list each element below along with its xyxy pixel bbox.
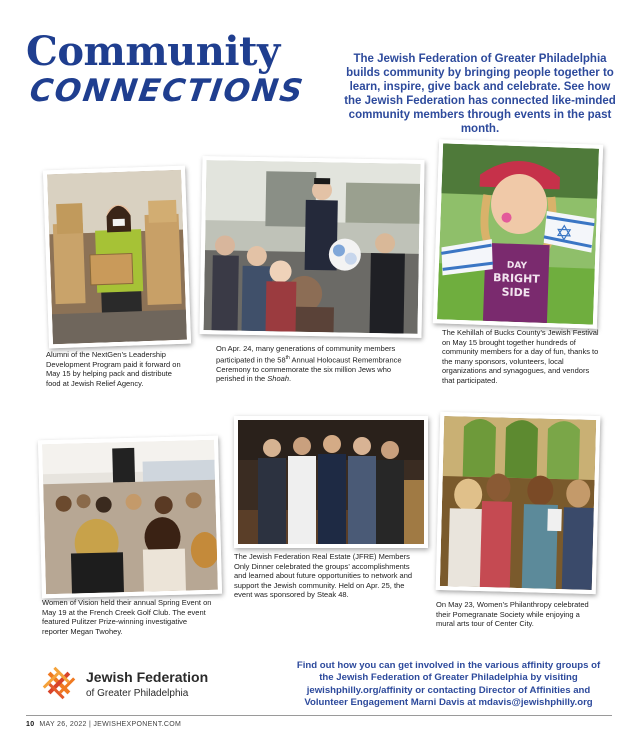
caption-food-packing: Alumni of the NextGen’s Leadership Development Program paid it forward on May 15 by helping pack and distribute food at Jewish Relief Agency. [46, 350, 181, 388]
photo-jfre-dinner [234, 416, 428, 548]
org-subtitle: of Greater Philadelphia [86, 688, 189, 699]
photo-women-of-vision [38, 436, 222, 599]
caption-women-of-vision: Women of Vision held their annual Spring Event on May 19 at the French Creek Golf Club. The event featured Pulitzer Prize-winning investigative reporter Megan Twohey. [42, 598, 212, 636]
org-name: Jewish Federation [86, 669, 209, 685]
caption-jfre-dinner: The Jewish Federation Real Estate (JFRE) Members Only Dinner celebrated the groups’ accomplishments and learned about future opportunities to network and support the Jewish community. Held on Apr. 25, the event was sponsored by Steak 48. [234, 552, 413, 600]
page-folio [26, 721, 181, 728]
shirt-text-3: SIDE [501, 285, 531, 300]
page-number: 10 [26, 721, 35, 728]
shirt-text-2: BRIGHT [492, 271, 541, 286]
photo-holocaust-ceremony [199, 156, 424, 338]
page-title: Community [26, 28, 280, 75]
photo-festival-girl [433, 139, 603, 329]
shirt-text-1: DAY [506, 260, 528, 272]
caption-womens-philanthropy: On May 23, Women’s Philanthropy celebrated their Pomegranate Society while enjoying a mural arts tour of Center City. [436, 600, 589, 629]
photo-womens-philanthropy [436, 412, 601, 594]
call-to-action: Find out how you can get involved in the various affinity groups of the Jewish Federation of Greater Philadelphia by visiting jewishphilly.org/affinity or contacting Director of Affinities and Volunteer Engagement Marni Davis at mdavis@jewishphilly.org [296, 660, 601, 709]
caption-festival: The Kehillah of Bucks County’s Jewish Festival on May 15 brought together hundreds of community members for a day of fun, thanks to the many sponsors, volunteers, local organizations and synagogues, and vendors that participated. [442, 328, 599, 385]
folio-text: MAY 26, 2022 | JEWISHEXPONENT.COM [39, 721, 182, 728]
photo-food-packing [43, 166, 191, 349]
intro-text: The Jewish Federation of Greater Philadelphia builds community by bringing people together to learn, inspire, give back and celebrate. See how the Jewish Federation has connected like-minded community members through events in the past month. [344, 53, 616, 135]
caption-holocaust-ceremony: On Apr. 24, many generations of community members participated in the 58th Annual Holocaust Remembrance Ceremony to commemorate the six million Jews who perished in the Shoah. [216, 344, 402, 384]
page-subtitle: CONNECTIONS [27, 73, 307, 109]
federation-logo-icon [42, 664, 76, 702]
footer-divider [26, 715, 612, 716]
